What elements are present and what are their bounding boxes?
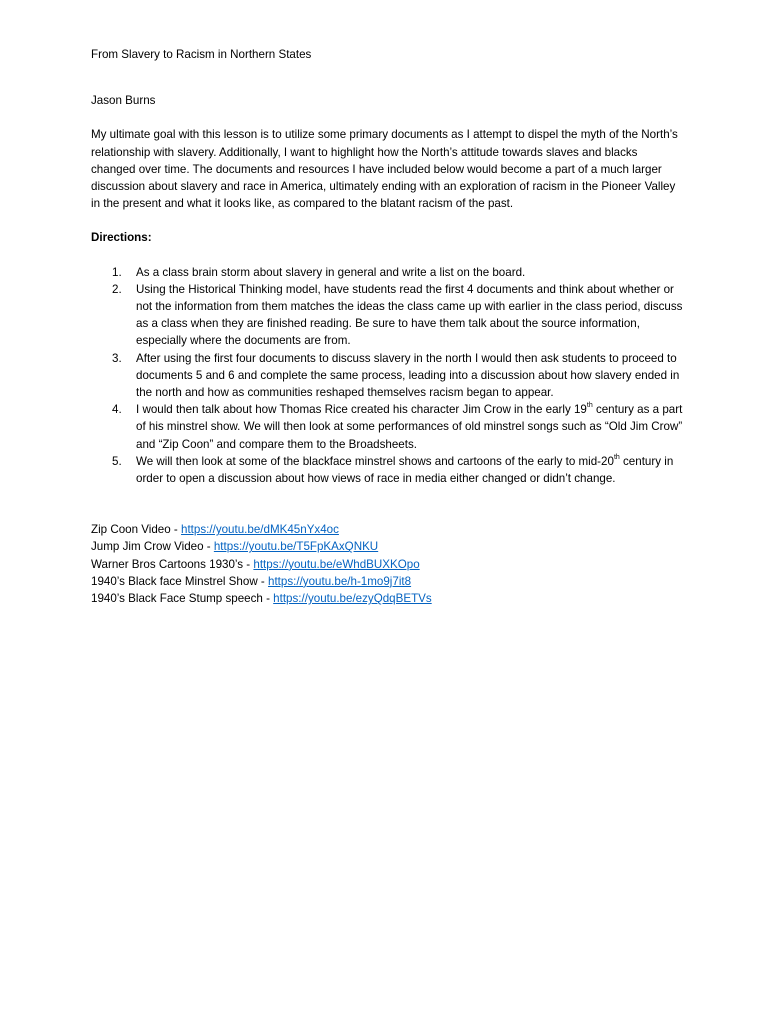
zip-coon-video-link[interactable]: https://youtu.be/dMK45nYx4oc	[181, 523, 339, 537]
direction-item-1	[91, 264, 683, 281]
document-title: From Slavery to Racism in Northern States	[91, 48, 312, 61]
direction-text	[136, 455, 673, 485]
link-row-zip-coon	[91, 521, 683, 538]
link-row-jump-jim-crow	[91, 538, 683, 555]
direction-text-part: We will then look at some of the blackface minstrel shows and cartoons of the early to mid-20	[136, 454, 614, 468]
ordinal-suffix: th	[613, 453, 620, 461]
direction-item-2	[91, 281, 683, 350]
direction-number: 3.	[112, 351, 122, 365]
link-label: 1940’s Black face Minstrel Show -	[91, 574, 268, 588]
direction-number: 1.	[112, 265, 122, 279]
direction-number: 5.	[112, 454, 122, 468]
direction-number: 2.	[112, 282, 122, 296]
direction-text-part: I would then talk about how Thomas Rice created his character Jim Crow in the early 19	[136, 403, 587, 417]
link-row-stump-speech	[91, 590, 683, 607]
direction-text: Using the Historical Thinking model, have students read the first 4 documents and think about whether or not the information from them matches the ideas the class came up with earlier in the class period, discuss as a class when they are finished reading. Be sure to have them talk about the source information, especially where the documents are from.	[136, 282, 683, 348]
ordinal-suffix: th	[586, 402, 593, 410]
direction-text: As a class brain storm about slavery in general and write a list on the board.	[136, 265, 526, 279]
resource-links	[91, 521, 683, 607]
link-label: Jump Jim Crow Video -	[91, 540, 214, 554]
link-row-minstrel-show	[91, 573, 683, 590]
link-label: Warner Bros Cartoons 1930’s -	[91, 557, 254, 571]
direction-text: After using the first four documents to discuss slavery in the north I would then ask students to proceed to documents 5 and 6 and complete the same process, leading into a discussion about how slavery ended in the north and how as communities reshaped themselves racism began to appear.	[136, 351, 680, 400]
link-label: Zip Coon Video -	[91, 523, 182, 537]
warner-bros-cartoons-link[interactable]: https://youtu.be/eWhdBUXKOpo	[253, 557, 420, 571]
direction-text-part: century in order to open a discussion about how views of race in media either changed or didn’t change.	[136, 454, 674, 486]
author-name: Jason Burns	[91, 94, 156, 108]
direction-item-4	[91, 401, 683, 453]
direction-number: 4.	[112, 403, 122, 417]
jump-jim-crow-video-link[interactable]: https://youtu.be/T5FpKAxQNKU	[213, 540, 379, 554]
stump-speech-link[interactable]: https://youtu.be/ezyQdqBETVs	[273, 592, 432, 606]
directions-heading: Directions:	[91, 231, 152, 245]
link-row-warner-bros	[91, 556, 683, 573]
link-label: 1940’s Black Face Stump speech -	[91, 592, 274, 606]
minstrel-show-link[interactable]: https://youtu.be/h-1mo9j7it8	[268, 574, 412, 588]
direction-item-3	[91, 350, 683, 402]
direction-text-part: century as a part of his minstrel show. We will then look at some performances of old minstrel songs such as “Old Jim Crow” and “Zip Coon” and compare them to the Broadsheets.	[136, 403, 683, 451]
intro-paragraph: My ultimate goal with this lesson is to utilize some primary documents as I attempt to dispel the myth of the North’s relationship with slavery. Additionally, I want to highlight how the North’s attitude towards slaves and blacks changed over time. The documents and resources I have included below would become a part of a much larger discussion about slavery and race in America, ultimately ending with an exploration of racism in the Pioneer Valley in the present and what it looks like, as compared to the blatant racism of the past.	[91, 128, 678, 211]
directions-list	[91, 264, 683, 488]
direction-text	[136, 403, 682, 450]
document-page	[91, 46, 683, 607]
direction-item-5	[91, 453, 683, 487]
